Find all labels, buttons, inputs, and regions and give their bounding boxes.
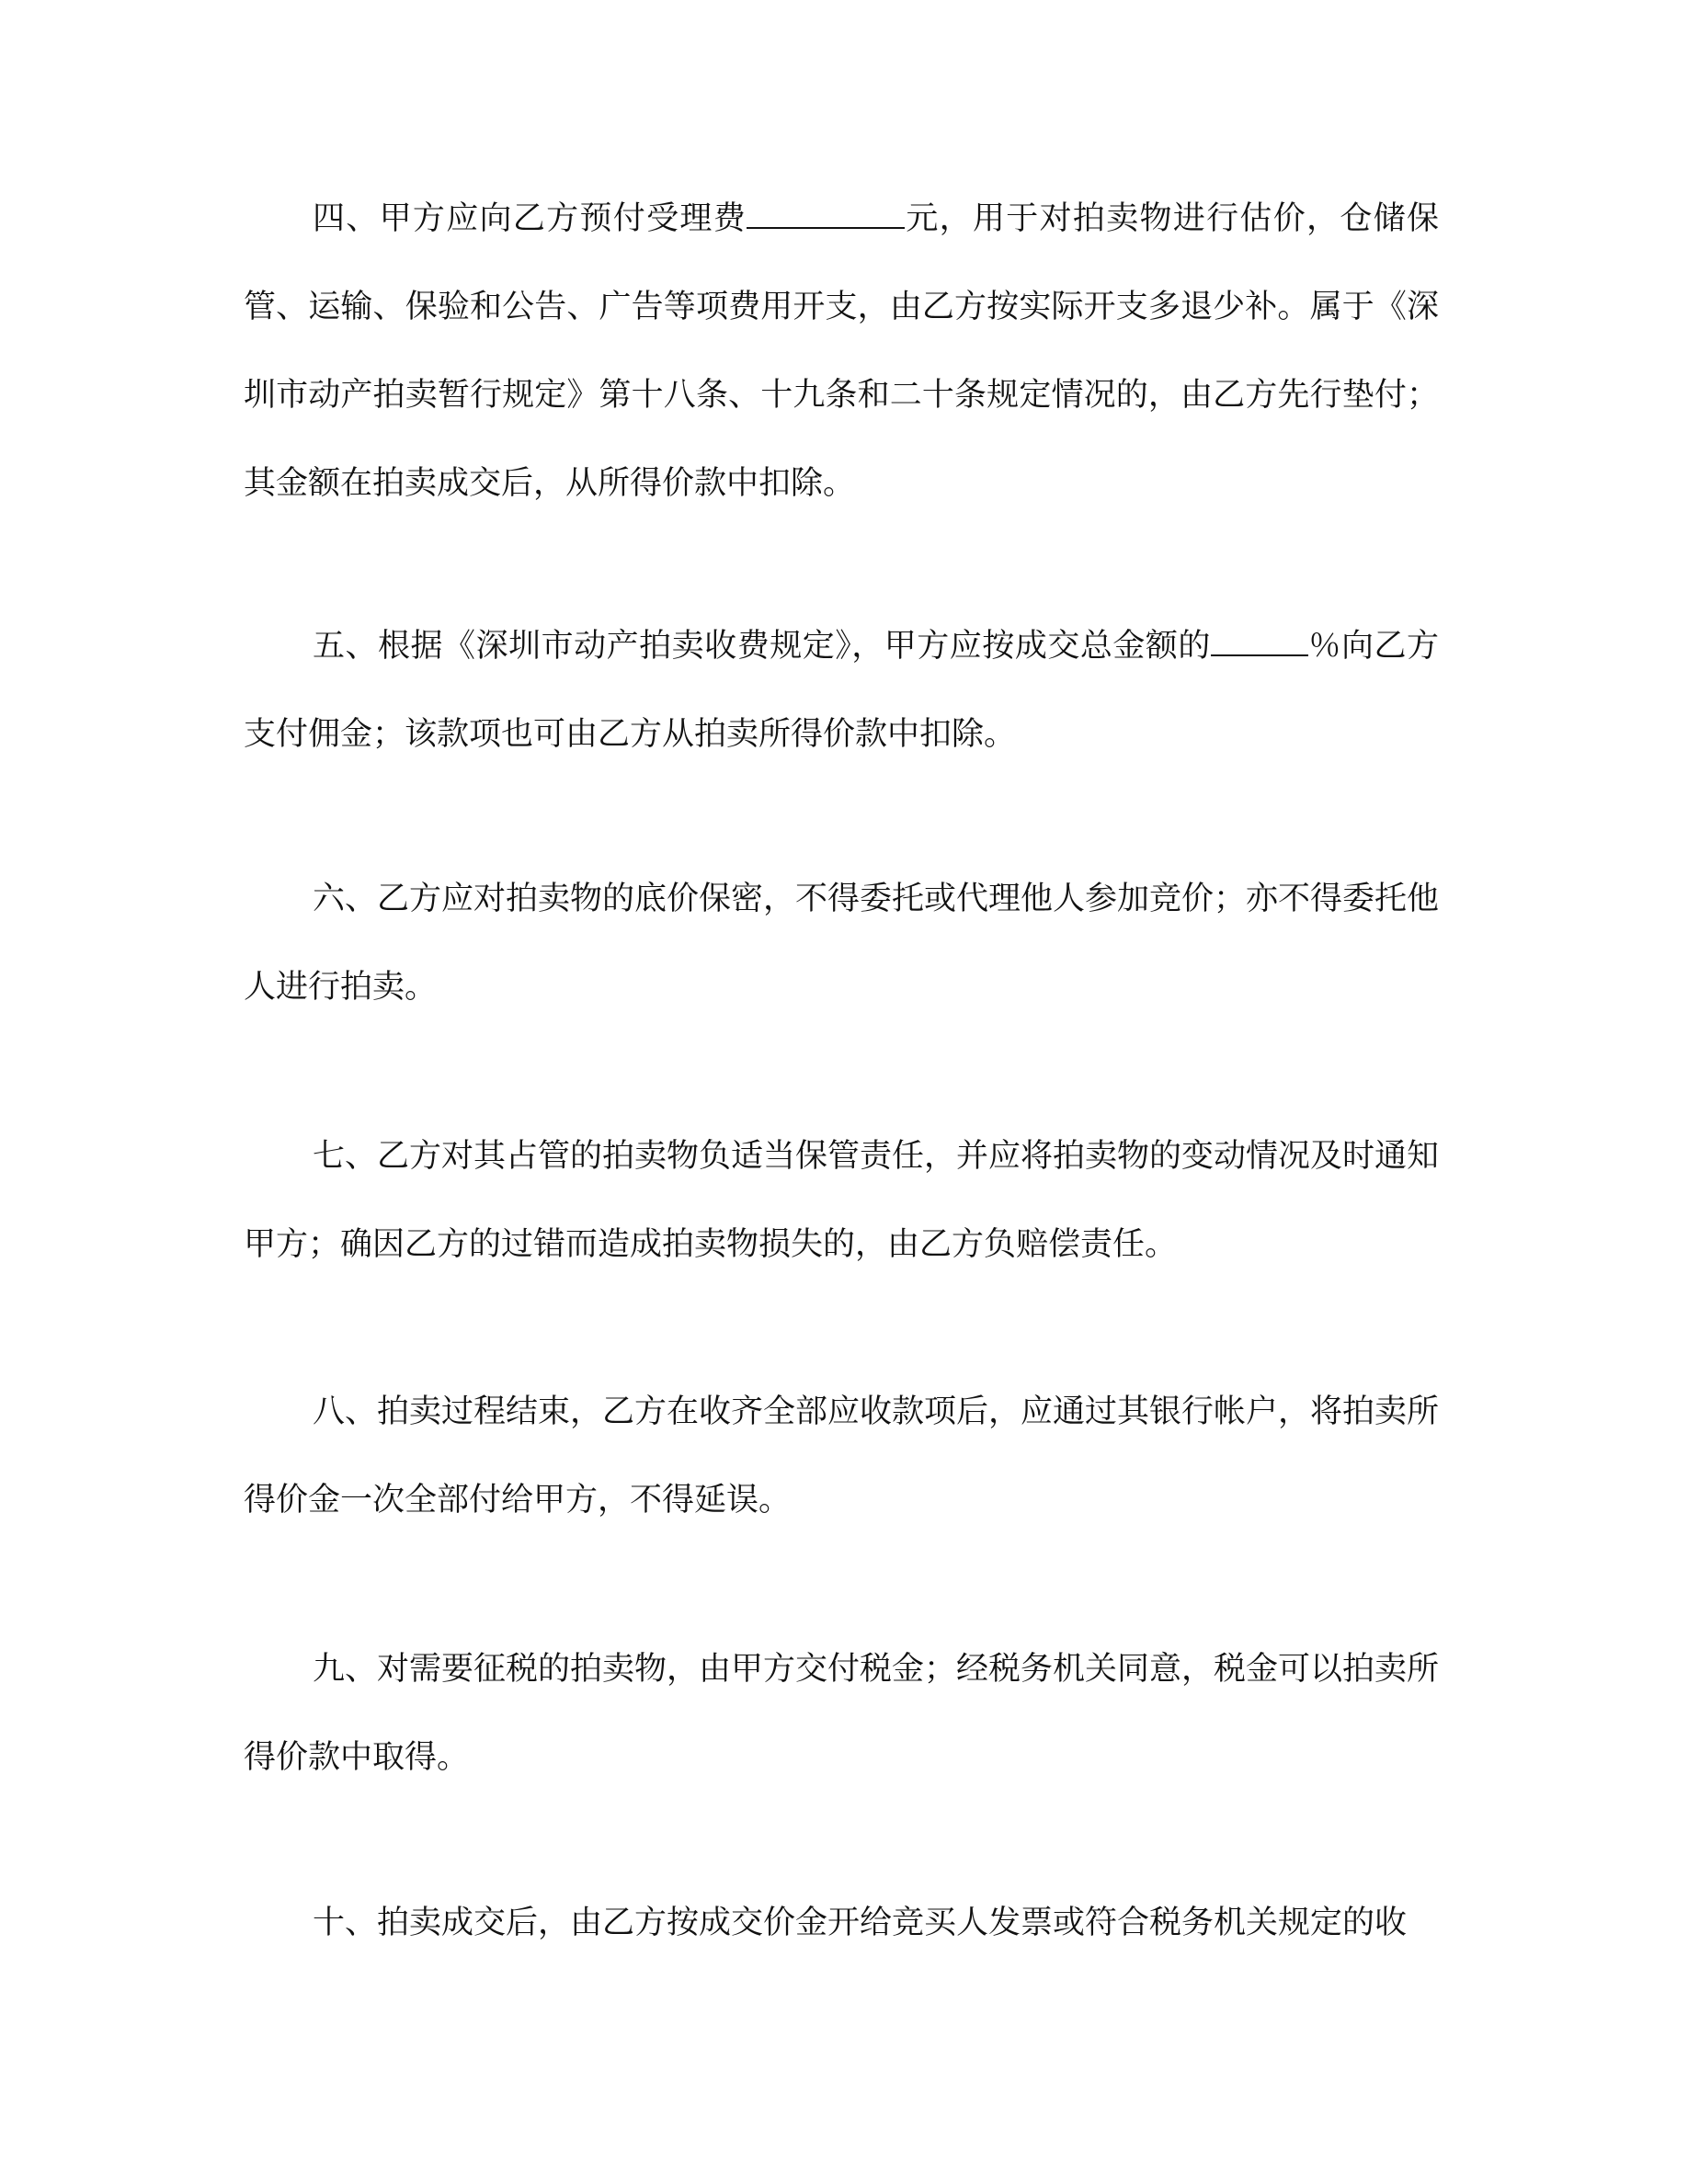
fee-amount-blank xyxy=(747,196,905,229)
clause-10: 十、拍卖成交后，由乙方按成交价金开给竞买人发票或符合税务机关规定的收 xyxy=(313,1905,1408,1941)
clause-9: 九、对需要征税的拍卖物，由甲方交付税金；经税务机关同意，税金可以拍卖所得价款中取得。 xyxy=(244,1651,1440,1776)
clause-8: 八、拍卖过程结束，乙方在收齐全部应收款项后，应通过其银行帐户，将拍卖所得价金一次全部付给甲方，不得延误。 xyxy=(244,1393,1440,1519)
clause-4-text-after: 元，用于对拍卖物进行估价，仓储保管、运输、保验和公告、广告等项费用开支，由乙方按实际开支多退少补。属于《深圳市动产拍卖暂行规定》第十八条、十九条和二十条规定情况的，由乙方先行垫付；其金额在拍卖成交后，从所得价款中扣除。 xyxy=(244,200,1439,502)
clause-5-text-after: ％向乙方支付佣金；该款项也可由乙方从拍卖所得价款中扣除。 xyxy=(244,628,1439,753)
clause-5 xyxy=(244,602,1439,779)
commission-percent-blank xyxy=(1211,623,1308,656)
clause-4 xyxy=(244,175,1439,528)
clause-5-text-before: 五、根据《深圳市动产拍卖收费规定》，甲方应按成交总金额的 xyxy=(313,628,1211,665)
clause-7: 七、乙方对其占管的拍卖物负适当保管责任，并应将拍卖物的变动情况及时通知甲方；确因乙方的过错而造成拍卖物损失的，由乙方负赔偿责任。 xyxy=(244,1138,1440,1263)
clause-6: 六、乙方应对拍卖物的底价保密，不得委托或代理他人参加竞价；亦不得委托他人进行拍卖。 xyxy=(244,881,1440,1006)
clause-4-text-before: 四、甲方应向乙方预付受理费 xyxy=(313,200,747,237)
